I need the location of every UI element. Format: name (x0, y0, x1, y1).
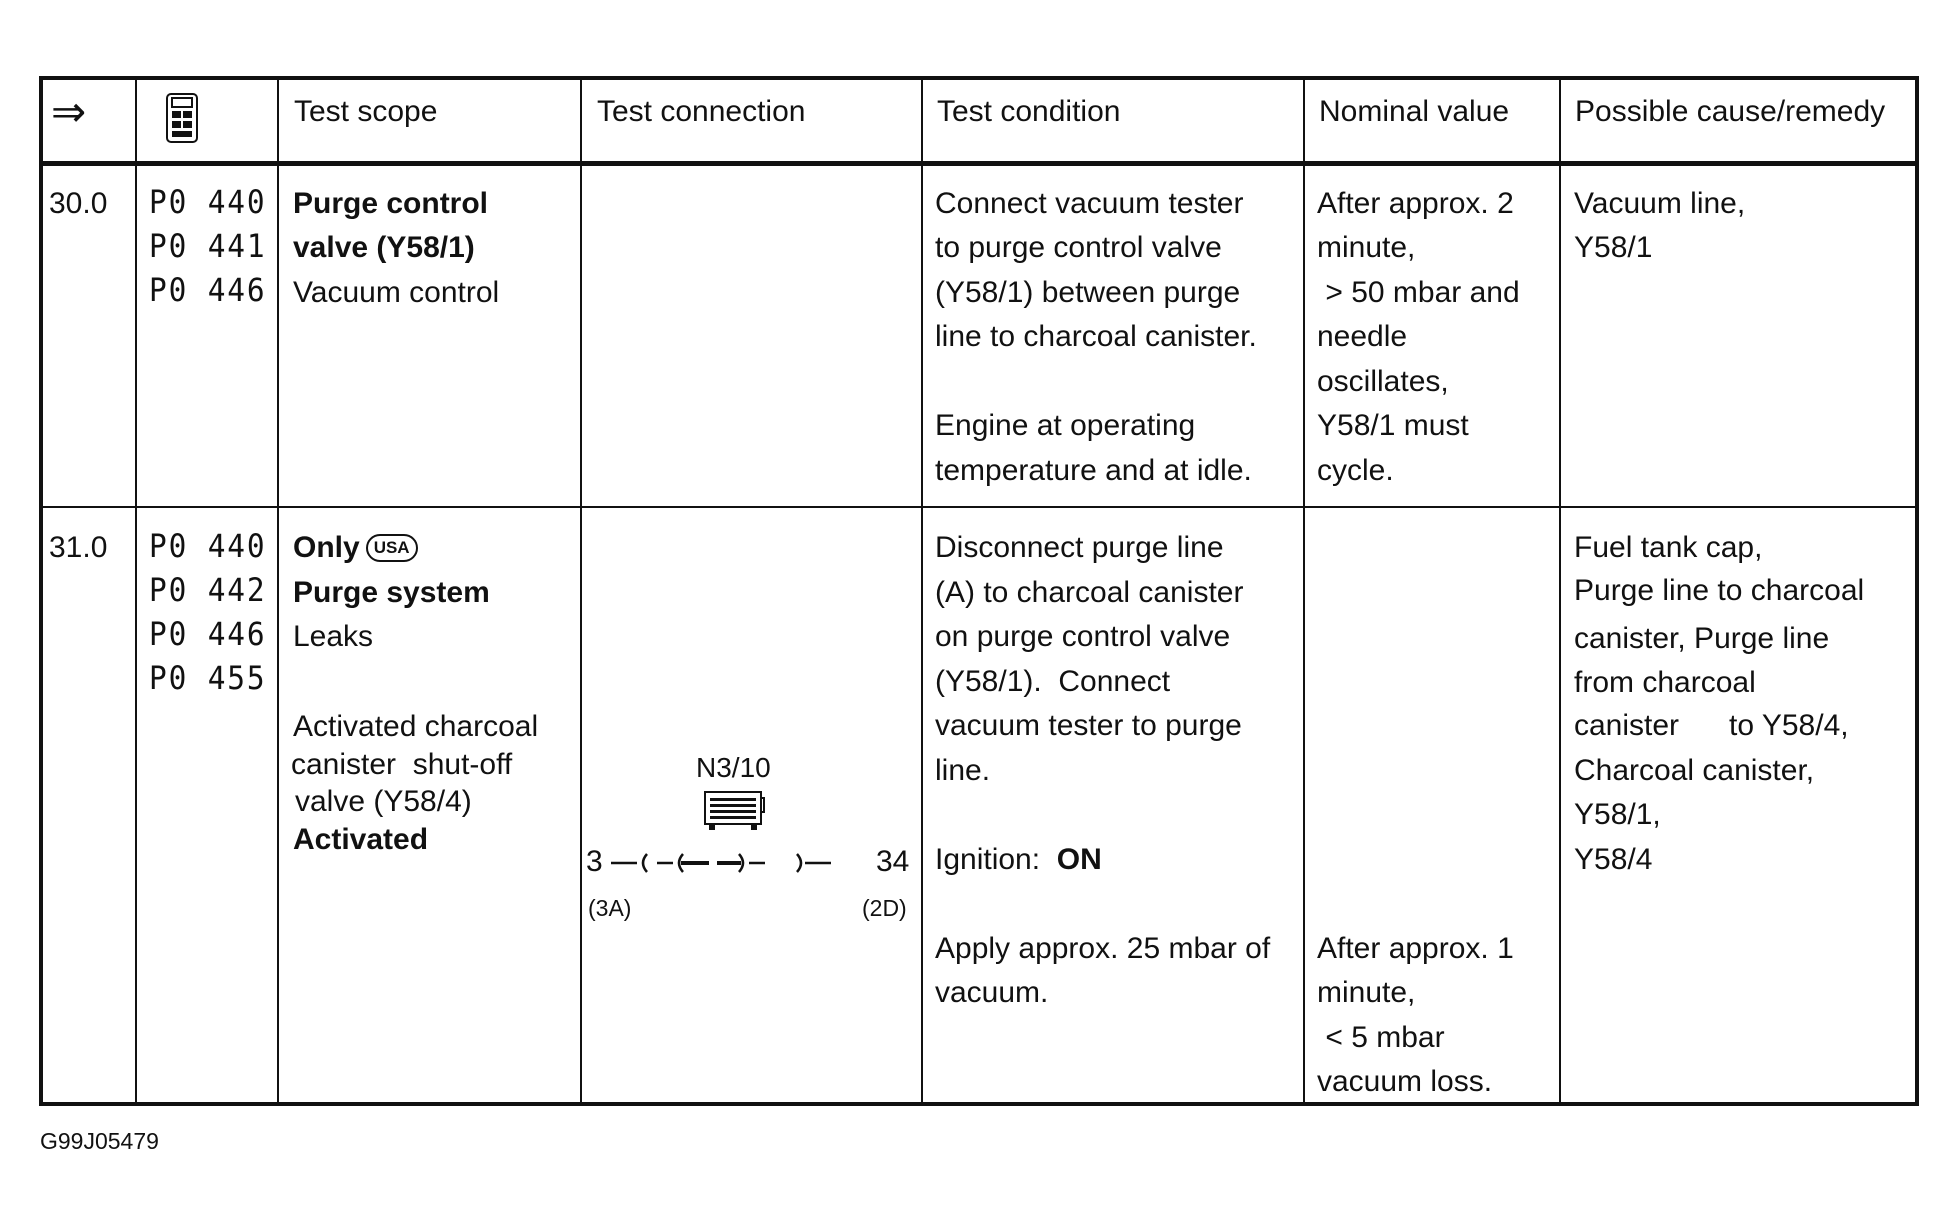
scope-title: Purge control (293, 187, 489, 220)
step-number: 31.0 (49, 531, 108, 564)
pin-right: 34 (876, 845, 910, 878)
nominal-line: oscillates, (1317, 365, 1449, 398)
cause-line: canister to Y58/4, (1574, 709, 1849, 742)
arrow-icon: ⇒ (51, 88, 87, 135)
header-nominal-value: Nominal value (1319, 95, 1510, 128)
col-divider (921, 80, 923, 1102)
nominal-line: Y58/1 must (1317, 409, 1469, 442)
nominal-line: needle (1317, 320, 1408, 353)
condition-line: line. (935, 754, 991, 787)
nominal-line: cycle. (1317, 454, 1394, 487)
scope-title: valve (Y58/1) (293, 231, 475, 264)
cause-line: Purge line to charcoal (1574, 574, 1865, 607)
nominal-line: vacuum loss. (1317, 1065, 1493, 1098)
usa-badge: USA (366, 534, 418, 562)
cause-line: Y58/1 (1574, 231, 1653, 264)
cause-line: Y58/1, (1574, 798, 1661, 831)
condition-line: (Y58/1). Connect (935, 665, 1171, 698)
scope-activated-bold: Activated (293, 823, 429, 856)
connector-module-icon (703, 790, 765, 832)
apply-line: vacuum. (935, 976, 1049, 1009)
cause-line: from charcoal (1574, 666, 1756, 699)
fault-code: P0 446 (149, 615, 267, 653)
condition-line: (A) to charcoal canister (935, 576, 1244, 609)
col-divider (1559, 80, 1561, 1102)
cause-line: Vacuum line, (1574, 187, 1746, 220)
ignition-value: ON (1056, 843, 1102, 876)
apply-line: Apply approx. 25 mbar of (935, 932, 1271, 965)
nominal-line: minute, (1317, 231, 1416, 264)
fault-code: P0 455 (149, 659, 267, 697)
fault-code: P0 440 (149, 527, 267, 565)
col-divider (135, 80, 137, 1102)
nominal-line: minute, (1317, 976, 1416, 1009)
condition-line: on purge control valve (935, 620, 1231, 653)
condition-line: vacuum tester to purge (935, 709, 1242, 742)
pin-left: 3 (586, 845, 603, 878)
row-divider (43, 506, 1915, 508)
header-test-scope: Test scope (294, 95, 438, 128)
fault-code: P0 442 (149, 571, 267, 609)
condition-line: Disconnect purge line (935, 531, 1224, 564)
condition-line: temperature and at idle. (935, 454, 1252, 487)
scope-subtitle: Vacuum control (293, 276, 500, 309)
header-divider (43, 161, 1915, 166)
scope-activated-text: Activated charcoal (293, 710, 539, 743)
pin-left-sub: (3A) (588, 895, 632, 921)
scope-subtitle: Leaks (293, 620, 374, 653)
col-divider (277, 80, 279, 1102)
cause-line: Charcoal canister, (1574, 754, 1815, 787)
nominal-line: After approx. 1 (1317, 932, 1514, 965)
ignition-label: Ignition: (935, 843, 1041, 876)
module-label: N3/10 (696, 752, 771, 783)
scope-only (293, 526, 418, 571)
header-possible-cause: Possible cause/remedy (1575, 95, 1886, 128)
header-test-condition: Test condition (937, 95, 1121, 128)
nominal-line: < 5 mbar (1317, 1021, 1445, 1054)
fault-code: P0 440 (149, 183, 267, 221)
step-number: 30.0 (49, 187, 108, 220)
figure-id: G99J05479 (40, 1128, 159, 1154)
scope-title: Purge system (293, 576, 490, 609)
ignition-line (935, 838, 1102, 883)
cause-line: Y58/4 (1574, 843, 1653, 876)
only-label: Only (293, 531, 360, 564)
header-test-connection: Test connection (597, 95, 806, 128)
scope-activated-text: valve (Y58/4) (295, 785, 472, 818)
condition-line: (Y58/1) between purge (935, 276, 1241, 309)
condition-line: Engine at operating (935, 409, 1196, 442)
fault-code: P0 446 (149, 271, 267, 309)
fault-code: P0 441 (149, 227, 267, 265)
cause-line: canister, Purge line (1574, 622, 1830, 655)
test-table (39, 76, 1919, 1106)
handheld-tester-icon (165, 92, 199, 144)
pin-right-sub: (2D) (862, 895, 907, 921)
scope-activated-text: canister shut-off (291, 748, 513, 781)
nominal-line: > 50 mbar and (1317, 276, 1520, 309)
nominal-line: After approx. 2 (1317, 187, 1514, 220)
condition-line: line to charcoal canister. (935, 320, 1257, 353)
condition-line: Connect vacuum tester (935, 187, 1244, 220)
test-lead-diagram (609, 848, 871, 878)
col-divider (580, 80, 582, 1102)
cause-line: Fuel tank cap, (1574, 531, 1763, 564)
condition-line: to purge control valve (935, 231, 1222, 264)
col-divider (1303, 80, 1305, 1102)
